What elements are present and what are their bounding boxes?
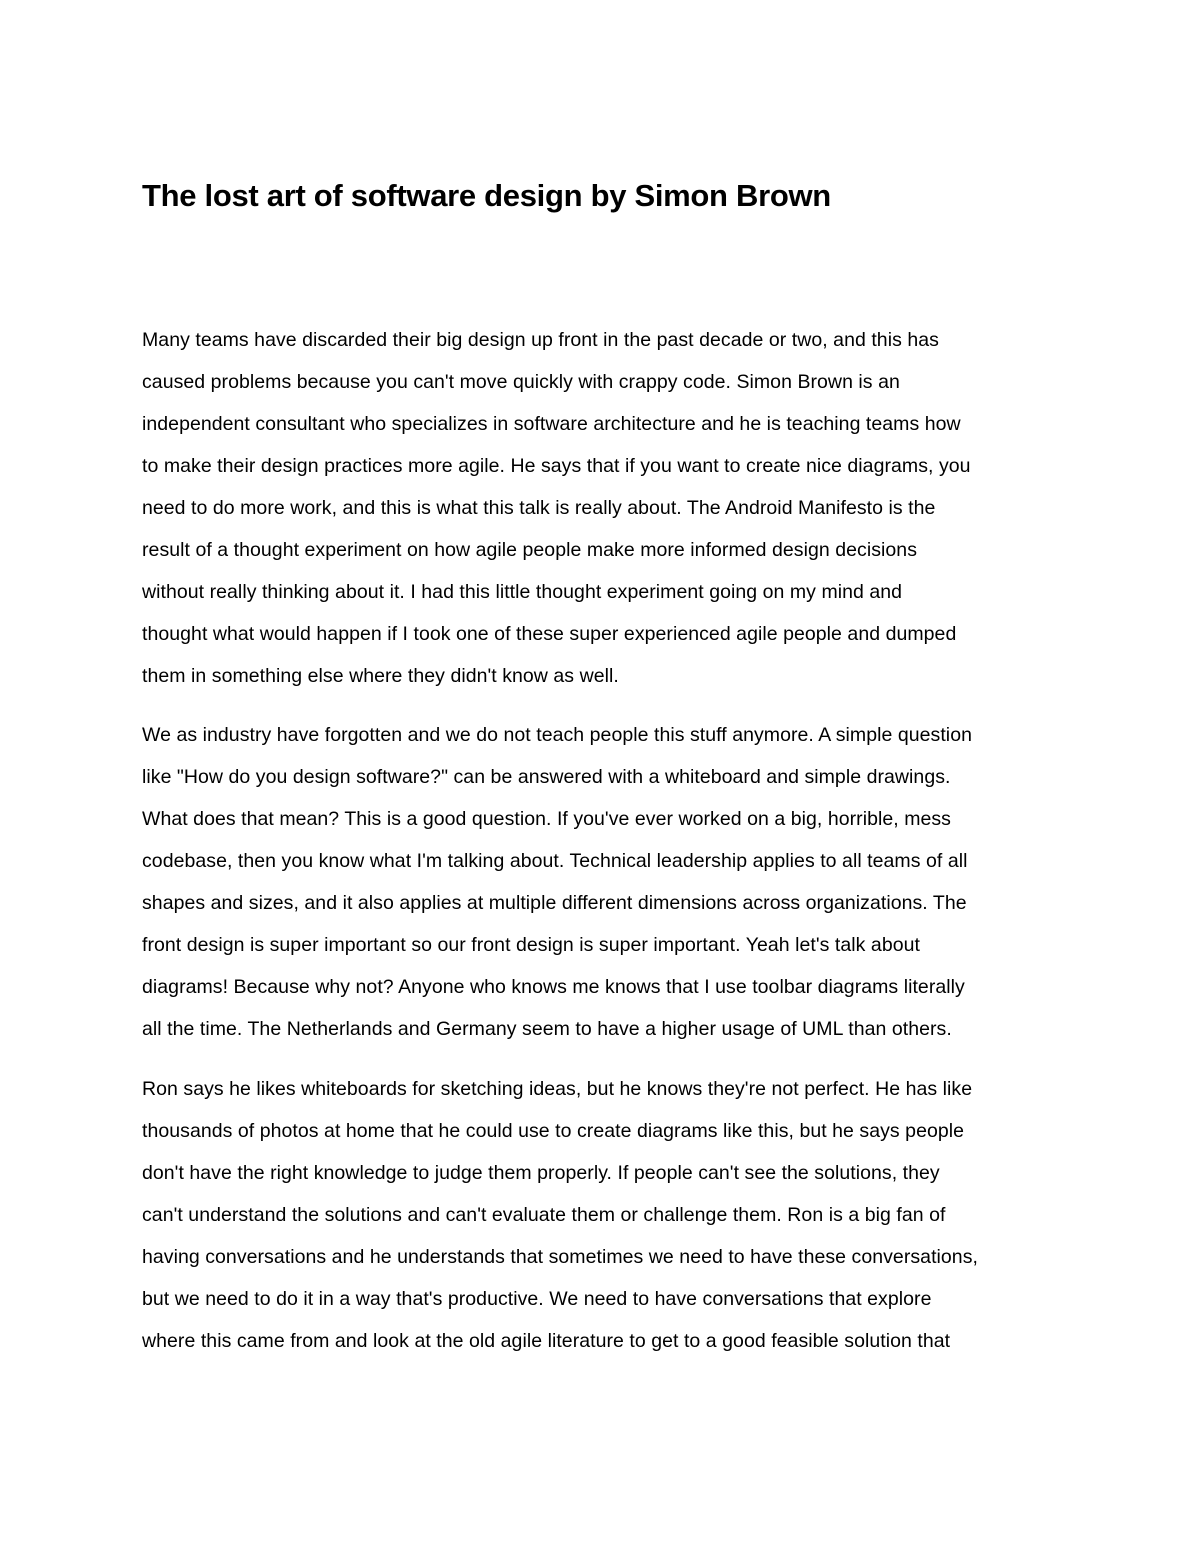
text-line: without really thinking about it. I had this little thought experiment going on my mind and	[142, 581, 903, 603]
text-line: shapes and sizes, and it also applies at multiple different dimensions across organizations. The	[142, 892, 967, 914]
text-line: them in something else where they didn't know as well.	[142, 665, 619, 687]
paragraph-2	[142, 714, 972, 1050]
text-line: but we need to do it in a way that's productive. We need to have conversations that explore	[142, 1288, 932, 1310]
paragraph-1	[142, 319, 971, 697]
text-line: independent consultant who specializes in software architecture and he is teaching teams how	[142, 413, 961, 435]
text-line: thought what would happen if I took one of these super experienced agile people and dumped	[142, 623, 957, 645]
text-line: don't have the right knowledge to judge them properly. If people can't see the solutions, they	[142, 1162, 940, 1184]
text-line: result of a thought experiment on how agile people make more informed design decisions	[142, 539, 917, 561]
text-line: to make their design practices more agile. He says that if you want to create nice diagrams, you	[142, 455, 971, 477]
text-line: need to do more work, and this is what this talk is really about. The Android Manifesto is the	[142, 497, 936, 519]
text-line: like "How do you design software?" can be answered with a whiteboard and simple drawings.	[142, 766, 951, 788]
document-title: The lost art of software design by Simon Brown	[142, 178, 831, 213]
text-line: codebase, then you know what I'm talking about. Technical leadership applies to all teams of all	[142, 850, 968, 872]
text-line: thousands of photos at home that he could use to create diagrams like this, but he says people	[142, 1120, 965, 1142]
text-line: We as industry have forgotten and we do not teach people this stuff anymore. A simple question	[142, 724, 972, 746]
paragraph-3	[142, 1068, 978, 1362]
text-line: having conversations and he understands that sometimes we need to have these conversations,	[142, 1246, 978, 1268]
text-line: Ron says he likes whiteboards for sketching ideas, but he knows they're not perfect. He has like	[142, 1078, 973, 1100]
text-line: What does that mean? This is a good question. If you've ever worked on a big, horrible, mess	[142, 808, 951, 830]
text-line: diagrams! Because why not? Anyone who knows me knows that I use toolbar diagrams literally	[142, 976, 965, 998]
text-line: Many teams have discarded their big design up front in the past decade or two, and this has	[142, 329, 939, 351]
text-line: caused problems because you can't move quickly with crappy code. Simon Brown is an	[142, 371, 900, 393]
text-line: all the time. The Netherlands and Germany seem to have a higher usage of UML than others.	[142, 1018, 952, 1040]
text-line: front design is super important so our front design is super important. Yeah let's talk about	[142, 934, 920, 956]
text-line: where this came from and look at the old agile literature to get to a good feasible solution that	[142, 1330, 951, 1352]
text-line: can't understand the solutions and can't evaluate them or challenge them. Ron is a big fan of	[142, 1204, 946, 1226]
